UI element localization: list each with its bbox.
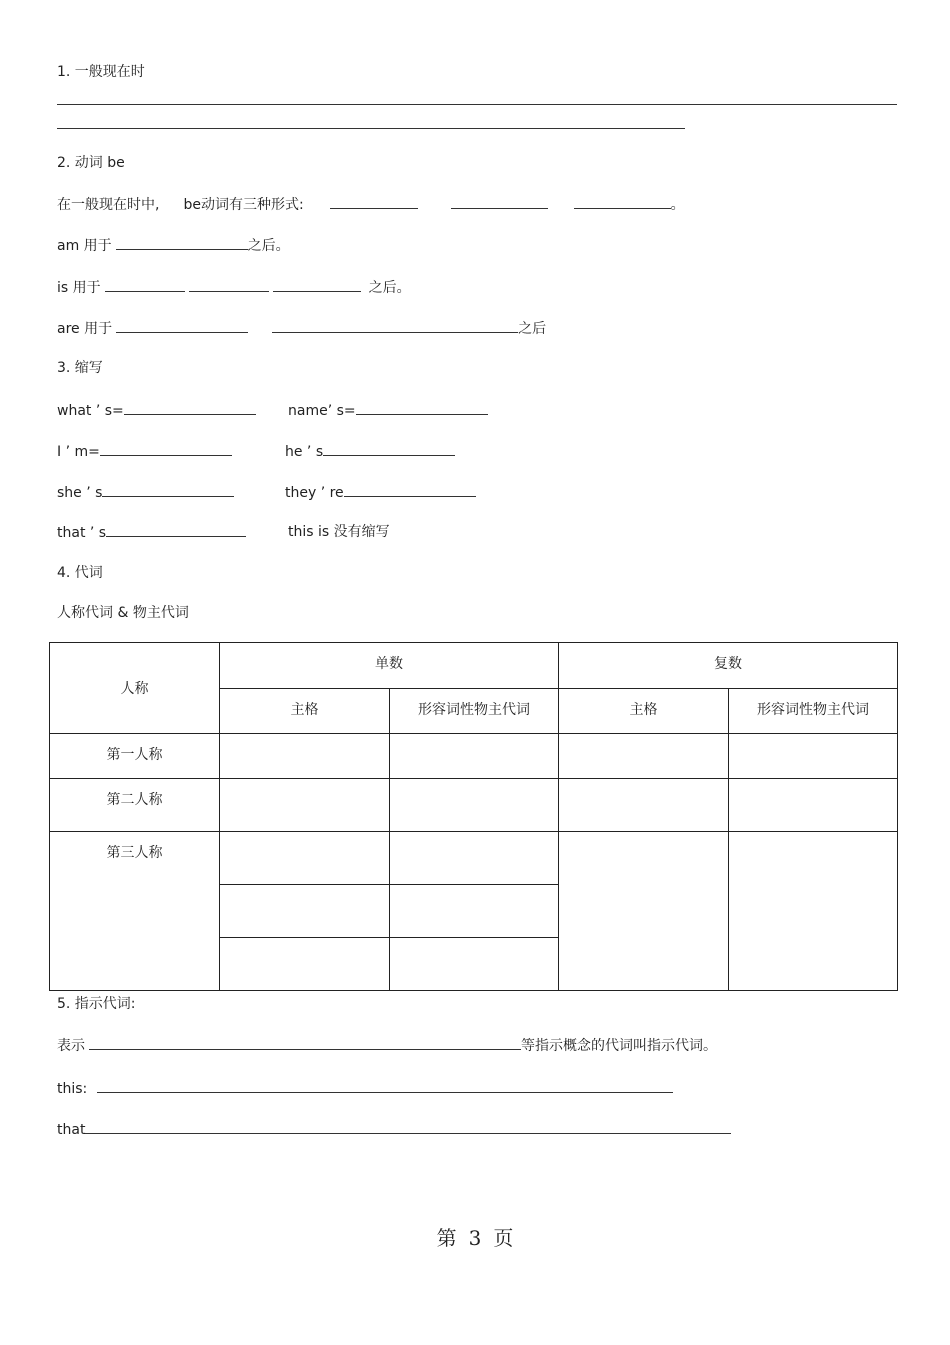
cell-third-sg-subject-3[interactable] xyxy=(220,938,390,991)
be-form-blank-3[interactable] xyxy=(574,194,671,209)
contraction-name: name’ s= xyxy=(288,403,356,419)
contraction-row-1 xyxy=(57,400,256,421)
contraction-im: I ’ m= xyxy=(57,444,100,460)
row-first-person: 第一人称 xyxy=(50,734,220,779)
contraction-row-4b xyxy=(288,522,390,542)
section-4-heading: 4. 代词 xyxy=(57,565,103,581)
contraction-row-2 xyxy=(57,441,232,462)
be-forms-line xyxy=(57,194,685,215)
pronoun-table xyxy=(49,642,898,991)
this-blank[interactable] xyxy=(97,1078,673,1093)
header-singular: 单数 xyxy=(220,643,559,689)
section-3-heading: 3. 缩写 xyxy=(57,360,103,376)
section-2-heading: 2. 动词 be xyxy=(57,155,125,171)
footer-di: 第 xyxy=(436,1226,457,1250)
contraction-theyre: they ’ re xyxy=(285,485,344,501)
page-number: 3 xyxy=(468,1226,482,1250)
header-plural-subject: 主格 xyxy=(559,689,729,734)
contraction-blank-name[interactable] xyxy=(356,400,488,415)
am-blank[interactable] xyxy=(116,235,248,250)
contraction-row-4 xyxy=(57,522,246,543)
be-forms-prefix: 在一般现在时中, xyxy=(57,197,160,213)
header-singular-possessive: 形容词性物主代词 xyxy=(390,689,559,734)
contraction-shes: she ’ s xyxy=(57,485,103,501)
cell-first-sg-subject[interactable] xyxy=(220,734,390,779)
cell-first-pl-possessive[interactable] xyxy=(729,734,898,779)
contraction-row-2b xyxy=(285,441,455,462)
answer-line-2[interactable] xyxy=(57,128,685,129)
contraction-blank-what[interactable] xyxy=(124,400,256,415)
demonstrative-definition-line xyxy=(57,1035,717,1056)
cell-third-sg-subject-1[interactable] xyxy=(220,832,390,885)
cell-third-sg-possessive-2[interactable] xyxy=(390,885,559,938)
define-suffix: 等指示概念的代词叫指示代词。 xyxy=(521,1038,717,1054)
contraction-blank-hes[interactable] xyxy=(323,441,455,456)
are-blank-1[interactable] xyxy=(116,318,248,333)
row-third-person: 第三人称 xyxy=(50,832,220,991)
cell-third-sg-possessive-1[interactable] xyxy=(390,832,559,885)
is-blank-3[interactable] xyxy=(273,277,361,292)
is-blank-2[interactable] xyxy=(189,277,269,292)
be-form-blank-2[interactable] xyxy=(451,194,548,209)
that-line xyxy=(57,1119,731,1140)
header-person: 人称 xyxy=(50,643,220,734)
contraction-thats: that ’ s xyxy=(57,525,107,541)
section-1-heading: 1. 一般现在时 xyxy=(57,64,145,80)
contraction-row-3 xyxy=(57,482,234,503)
be-forms-mid: be动词有三种形式: xyxy=(183,197,304,213)
is-line xyxy=(57,277,411,298)
contraction-blank-thats[interactable] xyxy=(106,522,246,537)
cell-third-sg-possessive-3[interactable] xyxy=(390,938,559,991)
be-forms-end: 。 xyxy=(670,197,685,213)
cell-third-sg-subject-2[interactable] xyxy=(220,885,390,938)
section-5-heading: 5. 指示代词: xyxy=(57,996,136,1012)
contraction-thisis: this is 没有缩写 xyxy=(288,524,390,540)
contraction-blank-theyre[interactable] xyxy=(344,482,476,497)
that-label: that xyxy=(57,1122,86,1138)
define-prefix: 表示 xyxy=(57,1038,85,1054)
cell-second-pl-possessive[interactable] xyxy=(729,779,898,832)
is-prefix: is 用于 xyxy=(57,280,101,296)
define-blank[interactable] xyxy=(89,1035,521,1050)
header-singular-subject: 主格 xyxy=(220,689,390,734)
contraction-blank-shes[interactable] xyxy=(102,482,234,497)
header-plural-possessive: 形容词性物主代词 xyxy=(729,689,898,734)
row-second-person: 第二人称 xyxy=(50,779,220,832)
answer-line-1[interactable] xyxy=(57,104,897,105)
header-plural: 复数 xyxy=(559,643,898,689)
cell-second-sg-possessive[interactable] xyxy=(390,779,559,832)
pronoun-subheading: 人称代词 & 物主代词 xyxy=(57,605,189,621)
are-line xyxy=(57,318,546,339)
cell-third-pl-subject[interactable] xyxy=(559,832,729,991)
is-suffix: 之后。 xyxy=(368,280,411,296)
am-line xyxy=(57,235,290,256)
contraction-row-1b xyxy=(288,400,488,421)
contraction-what: what ’ s= xyxy=(57,403,124,419)
cell-second-pl-subject[interactable] xyxy=(559,779,729,832)
cell-first-pl-subject[interactable] xyxy=(559,734,729,779)
this-label: this: xyxy=(57,1081,88,1097)
cell-third-pl-possessive[interactable] xyxy=(729,832,898,991)
contraction-row-3b xyxy=(285,482,476,503)
are-prefix: are 用于 xyxy=(57,321,113,337)
cell-first-sg-possessive[interactable] xyxy=(390,734,559,779)
contraction-blank-im[interactable] xyxy=(100,441,232,456)
footer-ye: 页 xyxy=(493,1226,514,1250)
this-line xyxy=(57,1078,673,1099)
am-suffix: 之后。 xyxy=(247,238,290,254)
page-footer xyxy=(0,1222,950,1251)
contraction-hes: he ’ s xyxy=(285,444,324,460)
cell-second-sg-subject[interactable] xyxy=(220,779,390,832)
be-form-blank-1[interactable] xyxy=(330,194,418,209)
that-blank[interactable] xyxy=(85,1119,731,1134)
is-blank-1[interactable] xyxy=(105,277,185,292)
are-blank-2[interactable] xyxy=(272,318,518,333)
am-prefix: am 用于 xyxy=(57,238,112,254)
are-suffix: 之后 xyxy=(518,321,547,337)
